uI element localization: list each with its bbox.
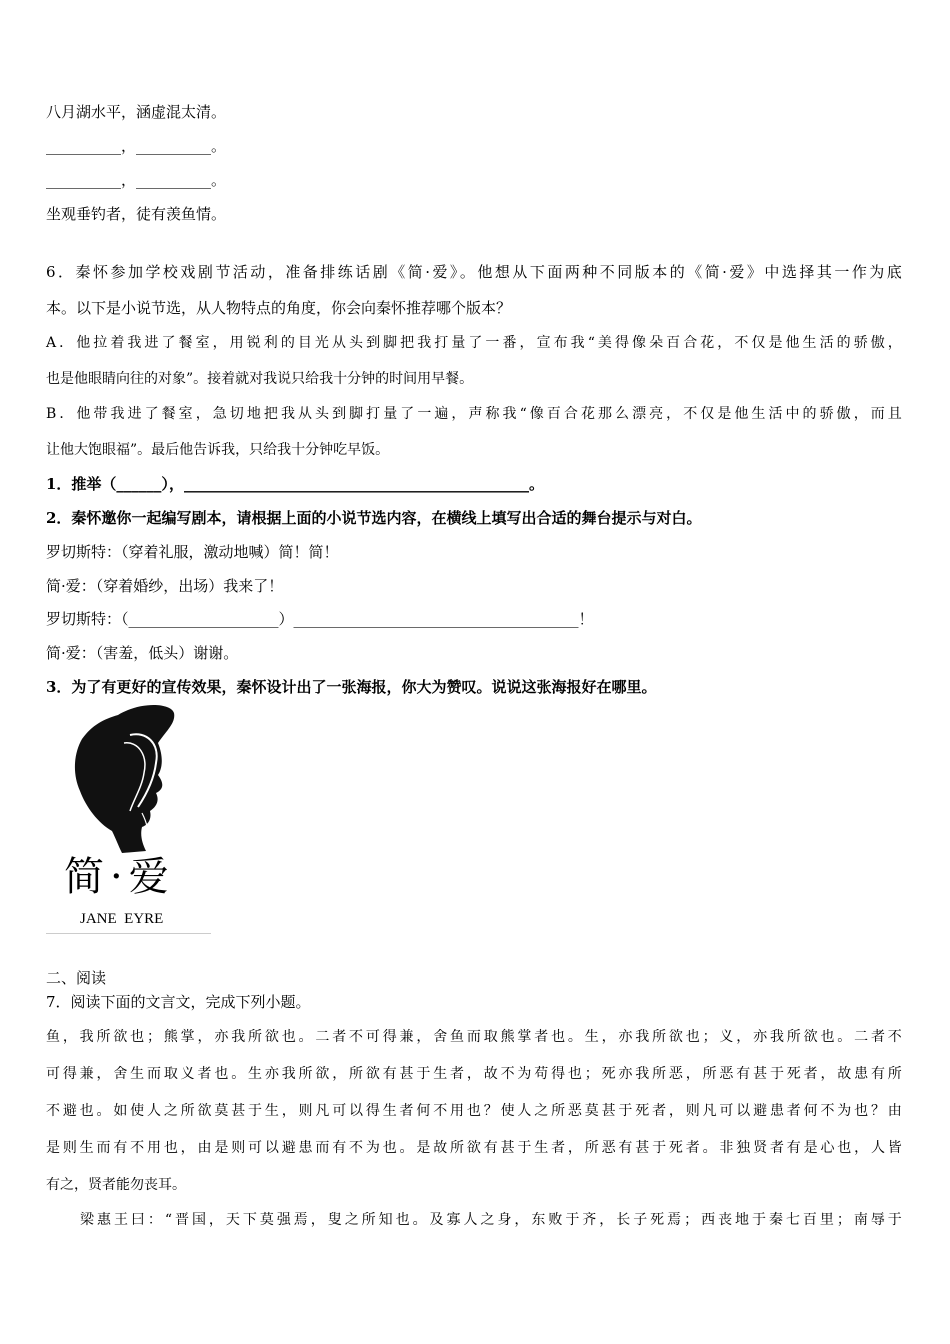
poster-subtitle: JANE EYRE — [80, 911, 164, 927]
passage-line-5: 有之，贤者能勿丧耳。 — [46, 1177, 186, 1193]
subquestion-2: 2．秦怀邀你一起编写剧本，请根据上面的小说节选内容，在横线上填写出合适的舞台提示与对白。 — [46, 509, 702, 527]
dialogue-line-1: 罗切斯特：（穿着礼服，激动地喊）简！简！ — [46, 543, 339, 561]
option-b-line-1: B．他带我进了餐室，急切地把我从头到脚打量了一遍，声称我“像百合花那么漂亮，不仅是他生活中的骄傲，而且 — [46, 406, 902, 422]
passage-line-6: 梁惠王曰：“晋国，天下莫强焉，叟之所知也。及寡人之身，东败于齐，长子死焉；西丧地于秦七百里；南辱于 — [80, 1212, 902, 1228]
poem-line-4: 坐观垂钓者，徒有羡鱼情。 — [46, 205, 227, 223]
poster-underline — [46, 933, 211, 934]
silhouette-icon — [46, 703, 211, 863]
question-7-stem: 7．阅读下面的文言文，完成下列小题。 — [46, 993, 311, 1011]
option-a-line-2: 也是他眼睛向往的对象”。接着就对我说只给我十分钟的时间用早餐。 — [46, 371, 474, 387]
poem-blank-line-1[interactable]: __________，__________。 — [46, 137, 227, 155]
dialogue-line-4: 简·爱：（害羞，低头）谢谢。 — [46, 644, 239, 662]
poem-blank-line-2[interactable]: __________，__________。 — [46, 171, 227, 189]
subquestion-3: 3．为了有更好的宣传效果，秦怀设计出了一张海报，你大为赞叹。说说这张海报好在哪里。 — [46, 678, 657, 696]
jane-eyre-poster — [46, 703, 211, 935]
dialogue-line-2: 简·爱：（穿着婚纱，出场）我来了！ — [46, 577, 284, 595]
passage-line-1: 鱼，我所欲也；熊掌，亦我所欲也。二者不可得兼，舍鱼而取熊掌者也。生，亦我所欲也；义，亦我所欲也。二者不 — [46, 1029, 902, 1045]
question-6-stem-2: 本。以下是小说节选，从人物特点的角度，你会向秦怀推荐哪个版本？ — [46, 299, 512, 317]
option-b-line-2: 让他大饱眼福”。最后他告诉我，只给我十分钟吃早饭。 — [46, 442, 390, 458]
option-a-line-1: A．他拉着我进了餐室，用锐利的目光从头到脚把我打量了一番，宣布我“美得像朵百合花，不仅是他生活的骄傲， — [46, 335, 902, 351]
question-6-stem-1: 6．秦怀参加学校戏剧节活动，准备排练话剧《简·爱》。他想从下面两种不同版本的《简·爱》中选择其一作为底 — [46, 263, 902, 281]
subquestion-1[interactable]: 1．推举（______），______________________________________________。 — [46, 475, 544, 493]
poster-title: 简·爱 — [64, 854, 175, 900]
dialogue-line-3[interactable]: 罗切斯特：（____________________）______________________________________！ — [46, 610, 594, 628]
poem-line-1: 八月湖水平，涵虚混太清。 — [46, 103, 227, 121]
passage-line-4: 是则生而有不用也，由是则可以避患而有不为也。是故所欲有甚于生者，所恶有甚于死者。非独贤者有是心也，人皆 — [46, 1140, 902, 1156]
passage-line-3: 不避也。如使人之所欲莫甚于生，则凡可以得生者何不用也？使人之所恶莫甚于死者，则凡可以避患者何不为也？由 — [46, 1103, 902, 1119]
passage-line-2: 可得兼，舍生而取义者也。生亦我所欲，所欲有甚于生者，故不为苟得也；死亦我所恶，所恶有甚于死者，故患有所 — [46, 1066, 902, 1082]
section-2-heading: 二、阅读 — [46, 969, 107, 987]
